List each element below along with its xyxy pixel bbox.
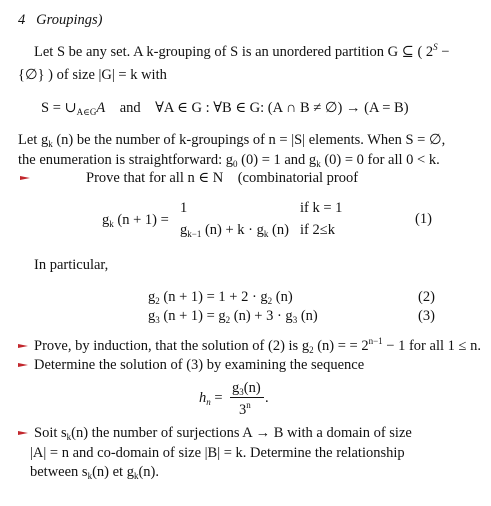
partition-condition: $S = \cup_{A\in G}A$ and ∀A ∈ G : ∀B ∈ G: (A ∩ B ≠ ∅) → (A = B) bbox=[41, 100, 409, 117]
bullet-3-line-2: |A| = n and co-domain of size |B| = k. Determine the relationship bbox=[30, 445, 405, 461]
bullet-3-line-3: between $s_k(n)$ et $g_k(n)$. bbox=[30, 464, 159, 481]
prove-line: Prove that for all n ∈ N (combinatorial proof bbox=[86, 170, 359, 186]
fraction-bar bbox=[230, 397, 264, 398]
bullet-3-line-1: Soit $s_k(n)$ the number of surjections A → B with a domain of size bbox=[34, 425, 412, 442]
sequence-numerator: $g_3(n)$ bbox=[232, 380, 261, 397]
in-particular-text: In particular, bbox=[34, 257, 109, 273]
equation-2: $g_2$ $(n + 1) = 1 + 2 \cdot g_2$ (n) bbox=[148, 289, 293, 306]
intro-line-1: Let S be any set. A k-grouping of S is an unordered partition G ⊆ ( $2^S$ − bbox=[34, 42, 450, 60]
equation-1-case-1-condition: if k = 1 bbox=[300, 200, 343, 216]
sequence-period: . bbox=[265, 390, 269, 406]
definition-line-2: the enumeration is straightforward: $g_0$ (0) = 1 and $g_k$ (0) = 0 for all 0 < k. bbox=[18, 152, 440, 169]
equation-3: $g_3$ $(n + 1) = g_2$ $(n) + 3 \cdot g_3$ (n) bbox=[148, 308, 318, 325]
section-title: Groupings) bbox=[36, 12, 103, 28]
bullet-1-text: Prove, by induction, that the solution of (2) is $g_2$ (n) = = $2^{n-1} - 1$ for all 1 ≤ n. bbox=[34, 336, 481, 355]
equation-1-label: (1) bbox=[415, 211, 432, 227]
equation-3-label: (3) bbox=[418, 308, 435, 324]
sequence-lhs: $h_n$ = bbox=[199, 390, 223, 407]
equation-1-case-2-value: $g_{k-1}$ $(n) + k \cdot g_k$ (n) bbox=[180, 222, 289, 239]
bullet-2-text: Determine the solution of (3) by examining the sequence bbox=[34, 357, 365, 373]
equation-1-case-1-value: 1 bbox=[180, 200, 188, 216]
equation-1-case-2-condition: if 2≤k bbox=[300, 222, 335, 238]
equation-2-label: (2) bbox=[418, 289, 435, 305]
sequence-denominator: 3$^n$ bbox=[239, 400, 251, 418]
equation-1-lhs: $g_k$ (n + 1) = bbox=[102, 212, 169, 229]
intro-line-2: {∅} ) of size |G| = k with bbox=[18, 67, 167, 83]
section-heading bbox=[18, 13, 102, 28]
section-number: 4 bbox=[18, 12, 26, 28]
definition-line-1: Let $g_k$ (n) be the number of k-groupings of n = |S| elements. When S = ∅, bbox=[18, 132, 446, 149]
